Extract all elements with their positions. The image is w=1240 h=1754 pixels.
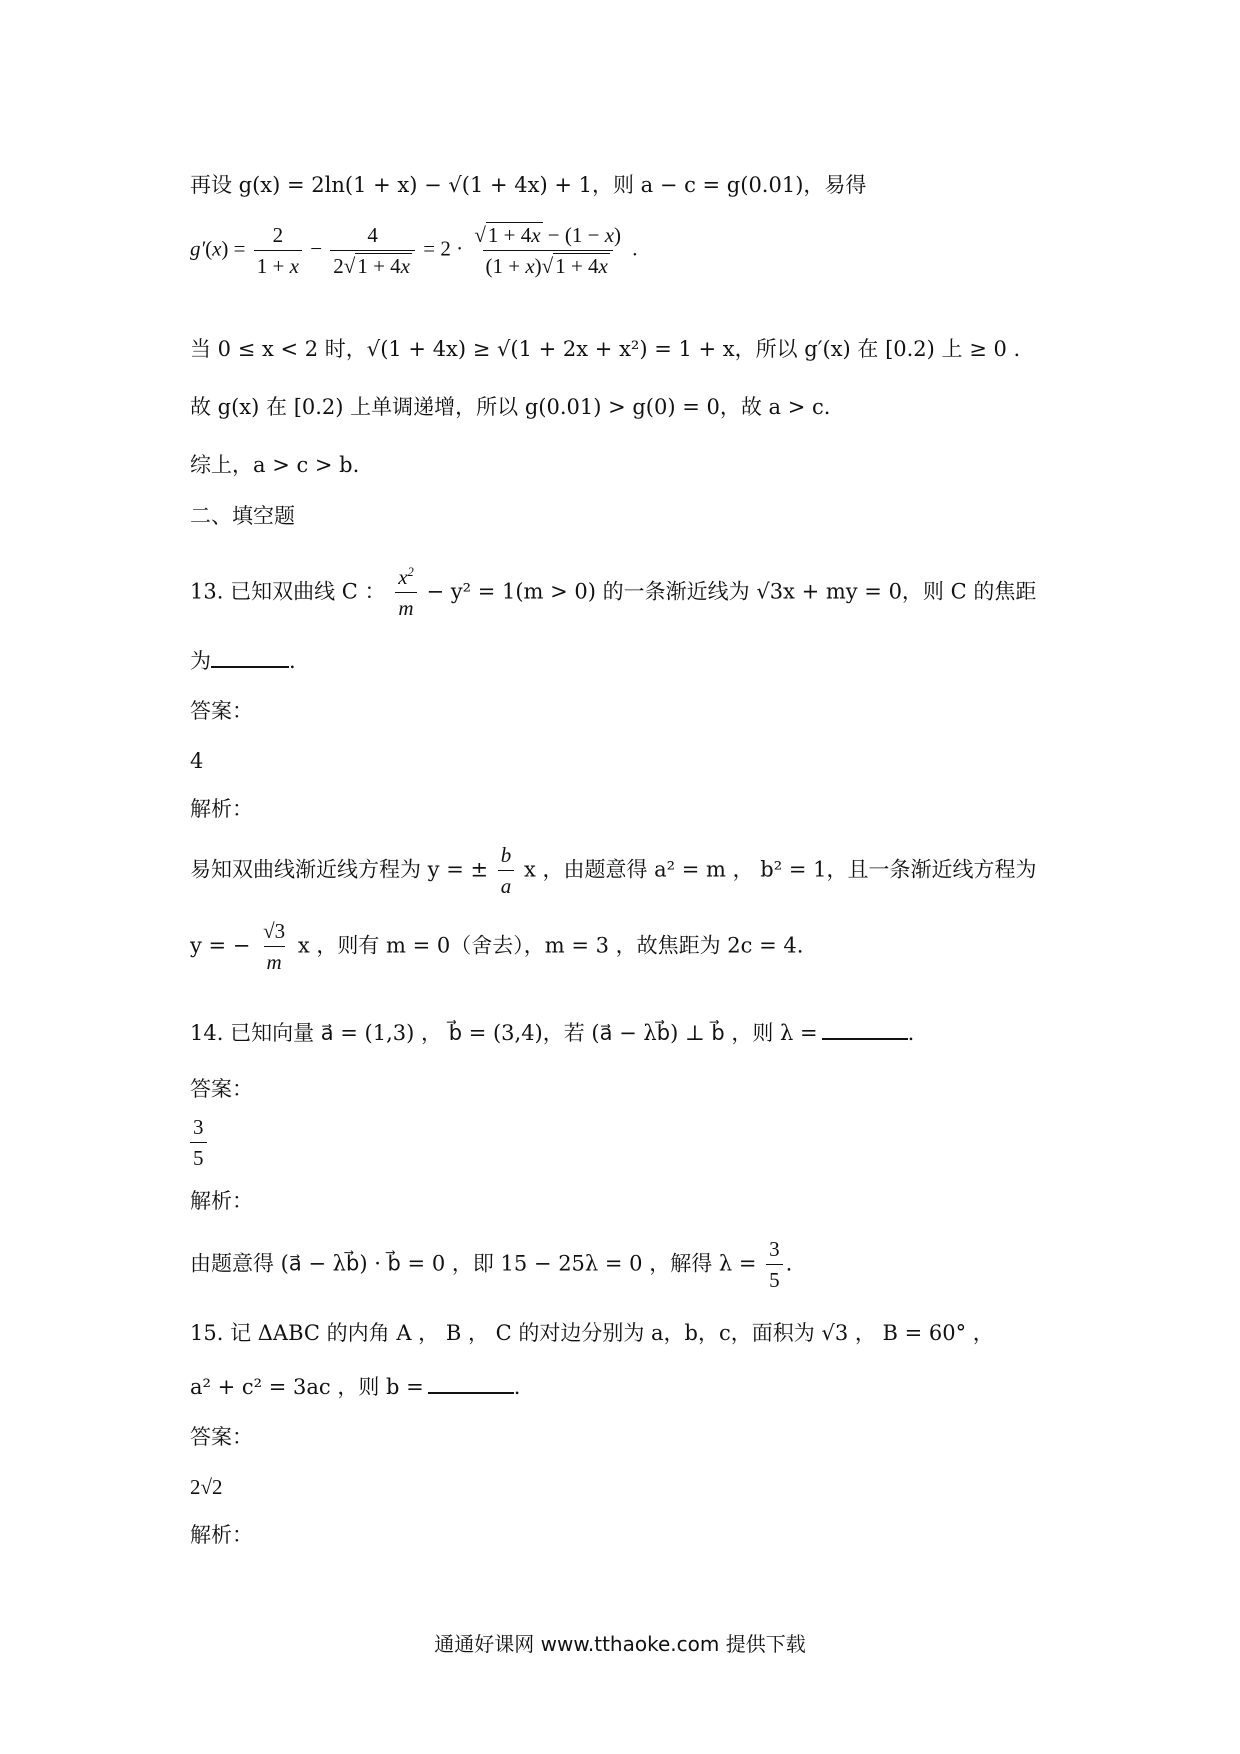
text-line-4: 故 g(x) 在 [0.2) 上单调递增，所以 g(0.01) > g(0) = 0，故 a > c. — [190, 395, 831, 419]
q14-answer-fraction — [190, 1114, 207, 1172]
q14-analysis-label: 解析： — [190, 1189, 253, 1213]
q14-analysis: 由题意得 (a⃗ − λb⃗) · b⃗ = 0 ，即 15 − 25λ = 0 ，解得 λ = $\frac{3}{5}$ . — [190, 1237, 793, 1293]
q13-answer-label: 答案： — [190, 699, 253, 723]
text-line-5: 综上，a > c > b. — [190, 453, 360, 477]
q14-answer — [190, 1114, 210, 1172]
q15-stem-2: a² + c² = 3ac ，则 b = . — [190, 1375, 521, 1399]
q14-answer-den: 5 — [190, 1142, 207, 1171]
derivative-formula: g′(x) = $\frac{2}{1 + x}$ − $\frac{4}{2√1 + 4x}$ = 2 · $\frac{√1 + 4x - (1 - x)}{(1 + x)√1 + 4x}$ . — [190, 223, 638, 279]
q14-answer-blank — [822, 1020, 908, 1040]
q13-analysis-label: 解析： — [190, 797, 253, 821]
q13-answer-blank — [211, 648, 289, 668]
q14-answer-label: 答案： — [190, 1077, 253, 1101]
q15-stem-1: 15. 记 ΔABC 的内角 A ， B ， C 的对边分别为 a，b，c，面积为 √3 ， B = 60° ， — [190, 1321, 994, 1345]
q14-stem: 14. 已知向量 a⃗ = (1,3) ， b⃗ = (3,4)，若 (a⃗ − λb⃗) ⊥ b⃗ ，则 λ = . — [190, 1021, 915, 1045]
fraction-4-over-2sqrt: $\frac{4}{2√1 + 4x}$ — [330, 222, 415, 280]
q14-analysis-den: 5 — [766, 1264, 783, 1293]
q13-stem-line2: 为 . — [190, 649, 296, 673]
q13-sqrt3-over-m: $\frac{√3}{m}$ — [263, 919, 286, 975]
fraction-combined: $\frac{√1 + 4x - (1 - x)}{(1 + x)√1 + 4x}$ — [474, 223, 622, 279]
q13-b-over-a: $\frac{b}{a}$ — [498, 842, 515, 900]
q14-answer-num: 3 — [193, 1115, 204, 1139]
section-heading: 二、填空题 — [190, 504, 295, 528]
q13-analysis-2b: x ，则有 m = 0（舍去），m = 3 ，故焦距为 2c = 4. — [297, 933, 804, 958]
q15-answer-label: 答案： — [190, 1425, 253, 1449]
q13-analysis-1a: 易知双曲线渐近线方程为 y = ± — [190, 857, 489, 882]
q15-answer: 2√2 — [190, 1475, 223, 1499]
fraction-2-over-1+x: $\frac{2}{1 + x}$ — [254, 222, 302, 280]
q13-stem-a: 13. 已知双曲线 C ： — [190, 579, 386, 604]
q15-stem-2-text: a² + c² = 3ac ，则 b = — [190, 1375, 424, 1399]
q13-analysis-2a: y = − — [190, 933, 251, 958]
q14-analysis-num: 3 — [769, 1237, 780, 1261]
text-line-3: 当 0 ≤ x < 2 时，√(1 + 4x) ≥ √(1 + 2x + x²) = 1 + x，所以 g′(x) 在 [0.2) 上 ≥ 0 . — [190, 337, 1021, 361]
q13-analysis-1 — [190, 842, 1036, 900]
text-line-1: 再设 g(x) = 2ln(1 + x) − √(1 + 4x) + 1，则 a − c = g(0.01)，易得 — [190, 173, 867, 197]
q15-answer-blank — [428, 1374, 514, 1394]
q14-stem-text: 14. 已知向量 a⃗ = (1,3) ， b⃗ = (3,4)，若 (a⃗ − λb⃗) ⊥ b⃗ ，则 λ = — [190, 1021, 818, 1045]
q14-analysis-text: 由题意得 (a⃗ − λb⃗) · b⃗ = 0 ，即 15 − 25λ = 0 ，解得 λ = — [190, 1251, 757, 1276]
q13-analysis-1b: x ，由题意得 a² = m ， b² = 1，且一条渐近线方程为 — [523, 857, 1037, 882]
q13-answer: 4 — [190, 749, 204, 773]
q15-analysis-label: 解析： — [190, 1523, 253, 1547]
q14-analysis-fraction — [766, 1236, 783, 1294]
q13-stem-c: 为 — [190, 649, 211, 673]
q13-analysis-2 — [190, 918, 803, 976]
q13-stem-b: − y² = 1(m > 0) 的一条渐近线为 √3x + my = 0，则 C 的焦距 — [426, 579, 1037, 604]
page-footer: 通通好课网 www.tthaoke.com 提供下载 — [434, 1632, 806, 1656]
q13-stem — [190, 564, 1036, 622]
q13-fraction: $\frac{x^2}{m}$ — [395, 564, 417, 622]
